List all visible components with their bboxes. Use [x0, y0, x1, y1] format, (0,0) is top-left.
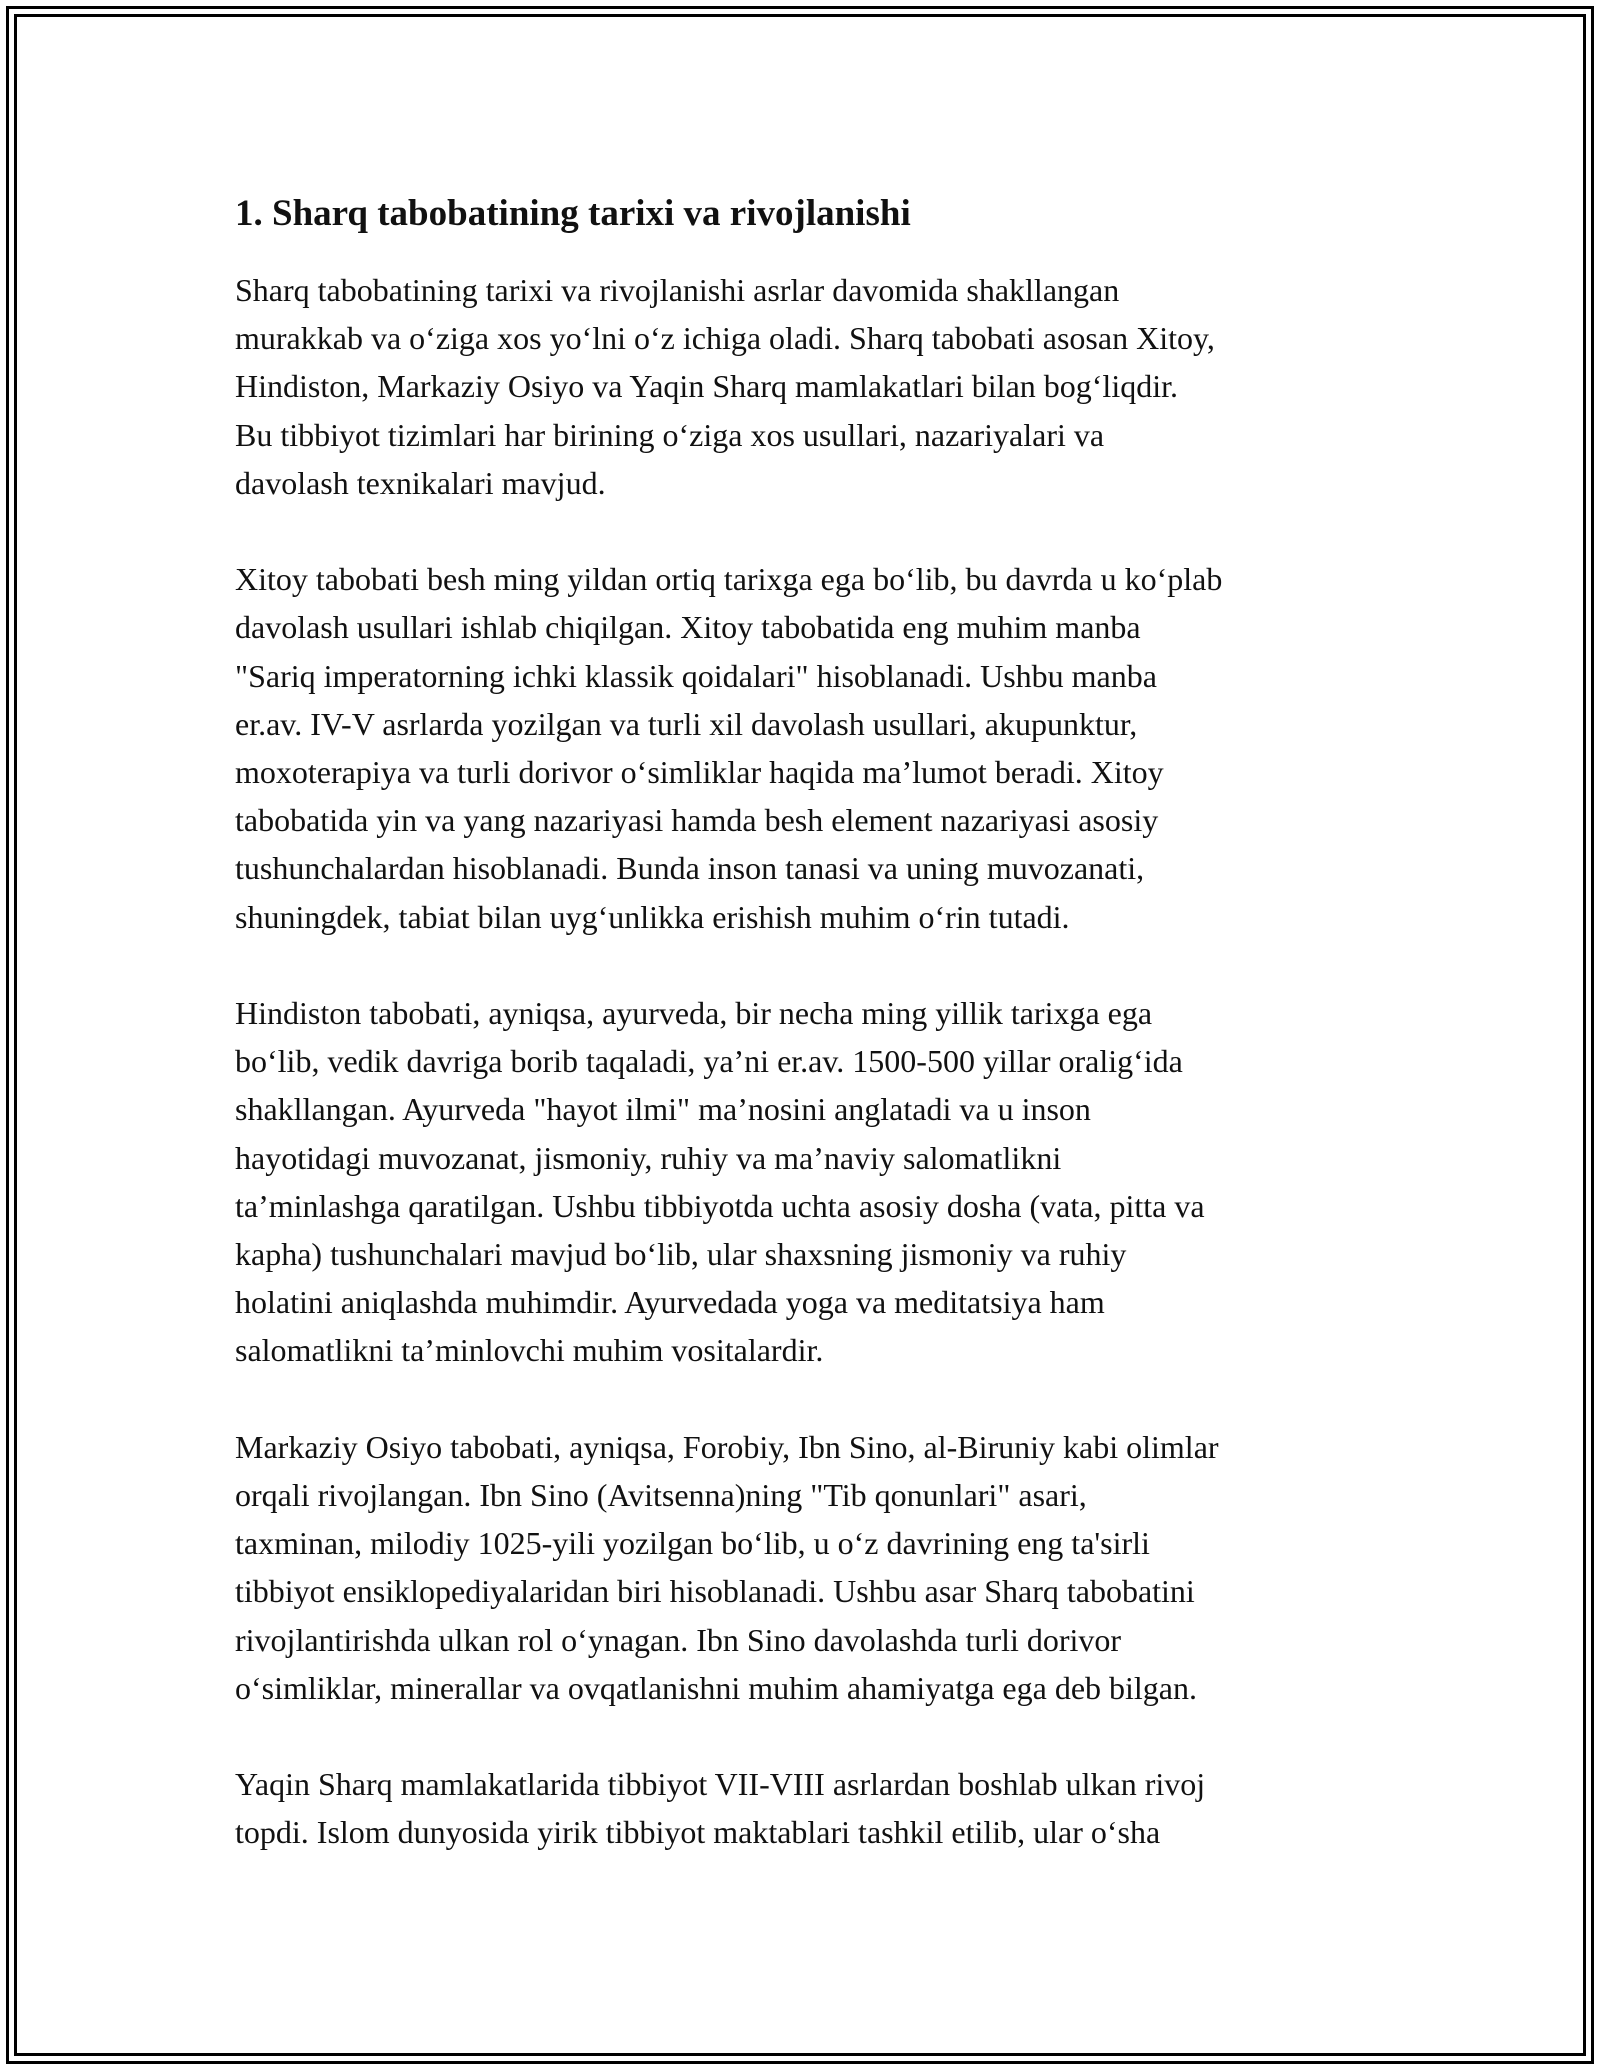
- paragraph-china: [235, 555, 1375, 941]
- text-line: Bu tibbiyot tizimlari har birining oʻziga xos usullari, nazariyalari va: [235, 416, 1105, 453]
- text-line: Yaqin Sharq mamlakatlarida tibbiyot VII-VIII asrlardan boshlab ulkan rivoj: [235, 1766, 1206, 1803]
- text-line: moxoterapiya va turli dorivor oʻsimliklar haqida maʼlumot beradi. Xitoy: [235, 754, 1164, 791]
- text-line: shakllangan. Ayurveda "hayot ilmi" maʼnosini anglatadi va u inson: [235, 1091, 1091, 1128]
- text-line: taxminan, milodiy 1025-yili yozilgan boʻlib, u oʻz davrining eng ta'sirli: [235, 1525, 1150, 1562]
- text-line: Xitoy tabobati besh ming yildan ortiq tarixga ega boʻlib, bu davrda u koʻplab: [235, 561, 1223, 598]
- text-line: rivojlantirishda ulkan rol oʻynagan. Ibn Sino davolashda turli dorivor: [235, 1621, 1122, 1658]
- paragraph-india: [235, 989, 1375, 1375]
- text-line: tibbiyot ensiklopediyalaridan biri hisoblanadi. Ushbu asar Sharq tabobatini: [235, 1573, 1195, 1610]
- text-line: topdi. Islom dunyosida yirik tibbiyot maktablari tashkil etilib, ular oʻsha: [235, 1814, 1161, 1851]
- text-line: er.av. IV-V asrlarda yozilgan va turli xil davolash usullari, akupunktur,: [235, 705, 1138, 742]
- text-line: Hindiston, Markaziy Osiyo va Yaqin Sharq mamlakatlari bilan bogʻliqdir.: [235, 368, 1178, 405]
- text-line: taʼminlashga qaratilgan. Ushbu tibbiyotda uchta asosiy dosha (vata, pitta va: [235, 1187, 1205, 1224]
- text-line: murakkab va oʻziga xos yoʻlni oʻz ichiga oladi. Sharq tabobati asosan Xitoy,: [235, 320, 1215, 357]
- text-line: tabobatida yin va yang nazariyasi hamda besh element nazariyasi asosiy: [235, 802, 1159, 839]
- text-line: hayotidagi muvozanat, jismoniy, ruhiy va maʼnaviy salomatlikni: [235, 1139, 1062, 1176]
- paragraph-near-east: [235, 1760, 1375, 1856]
- text-line: oʻsimliklar, minerallar va ovqatlanishni muhim ahamiyatga ega deb bilgan.: [235, 1669, 1197, 1706]
- text-line: Markaziy Osiyo tabobati, ayniqsa, Forobiy, Ibn Sino, al-Biruniy kabi olimlar: [235, 1428, 1219, 1465]
- text-line: salomatlikni taʼminlovchi muhim vositalardir.: [235, 1332, 824, 1369]
- text-line: "Sariq imperatorning ichki klassik qoidalari" hisoblanadi. Ushbu manba: [235, 657, 1157, 694]
- text-line: boʻlib, vedik davriga borib taqaladi, yaʼni er.av. 1500-500 yillar oraligʻida: [235, 1043, 1183, 1080]
- document-body: [235, 184, 1375, 1905]
- text-line: shuningdek, tabiat bilan uygʻunlikka erishish muhim oʻrin tutadi.: [235, 898, 1070, 935]
- text-line: Hindiston tabobati, ayniqsa, ayurveda, bir necha ming yillik tarixga ega: [235, 995, 1153, 1032]
- text-line: tushunchalardan hisoblanadi. Bunda inson tanasi va uning muvozanati,: [235, 850, 1145, 887]
- paragraph-central-asia: [235, 1423, 1375, 1712]
- section-heading: 1. Sharq tabobatining tarixi va rivojlanishi: [235, 193, 911, 234]
- text-line: Sharq tabobatining tarixi va rivojlanishi asrlar davomida shakllangan: [235, 272, 1120, 308]
- text-line: holatini aniqlashda muhimdir. Ayurvedada yoga va meditatsiya ham: [235, 1284, 1105, 1321]
- text-line: davolash texnikalari mavjud.: [235, 464, 606, 501]
- text-line: davolash usullari ishlab chiqilgan. Xitoy tabobatida eng muhim manba: [235, 609, 1141, 646]
- text-line: kapha) tushunchalari mavjud boʻlib, ular shaxsning jismoniy va ruhiy: [235, 1236, 1127, 1273]
- text-line: orqali rivojlangan. Ibn Sino (Avitsenna)ning "Tib qonunlari" asari,: [235, 1477, 1087, 1514]
- paragraph-intro: [235, 266, 1375, 507]
